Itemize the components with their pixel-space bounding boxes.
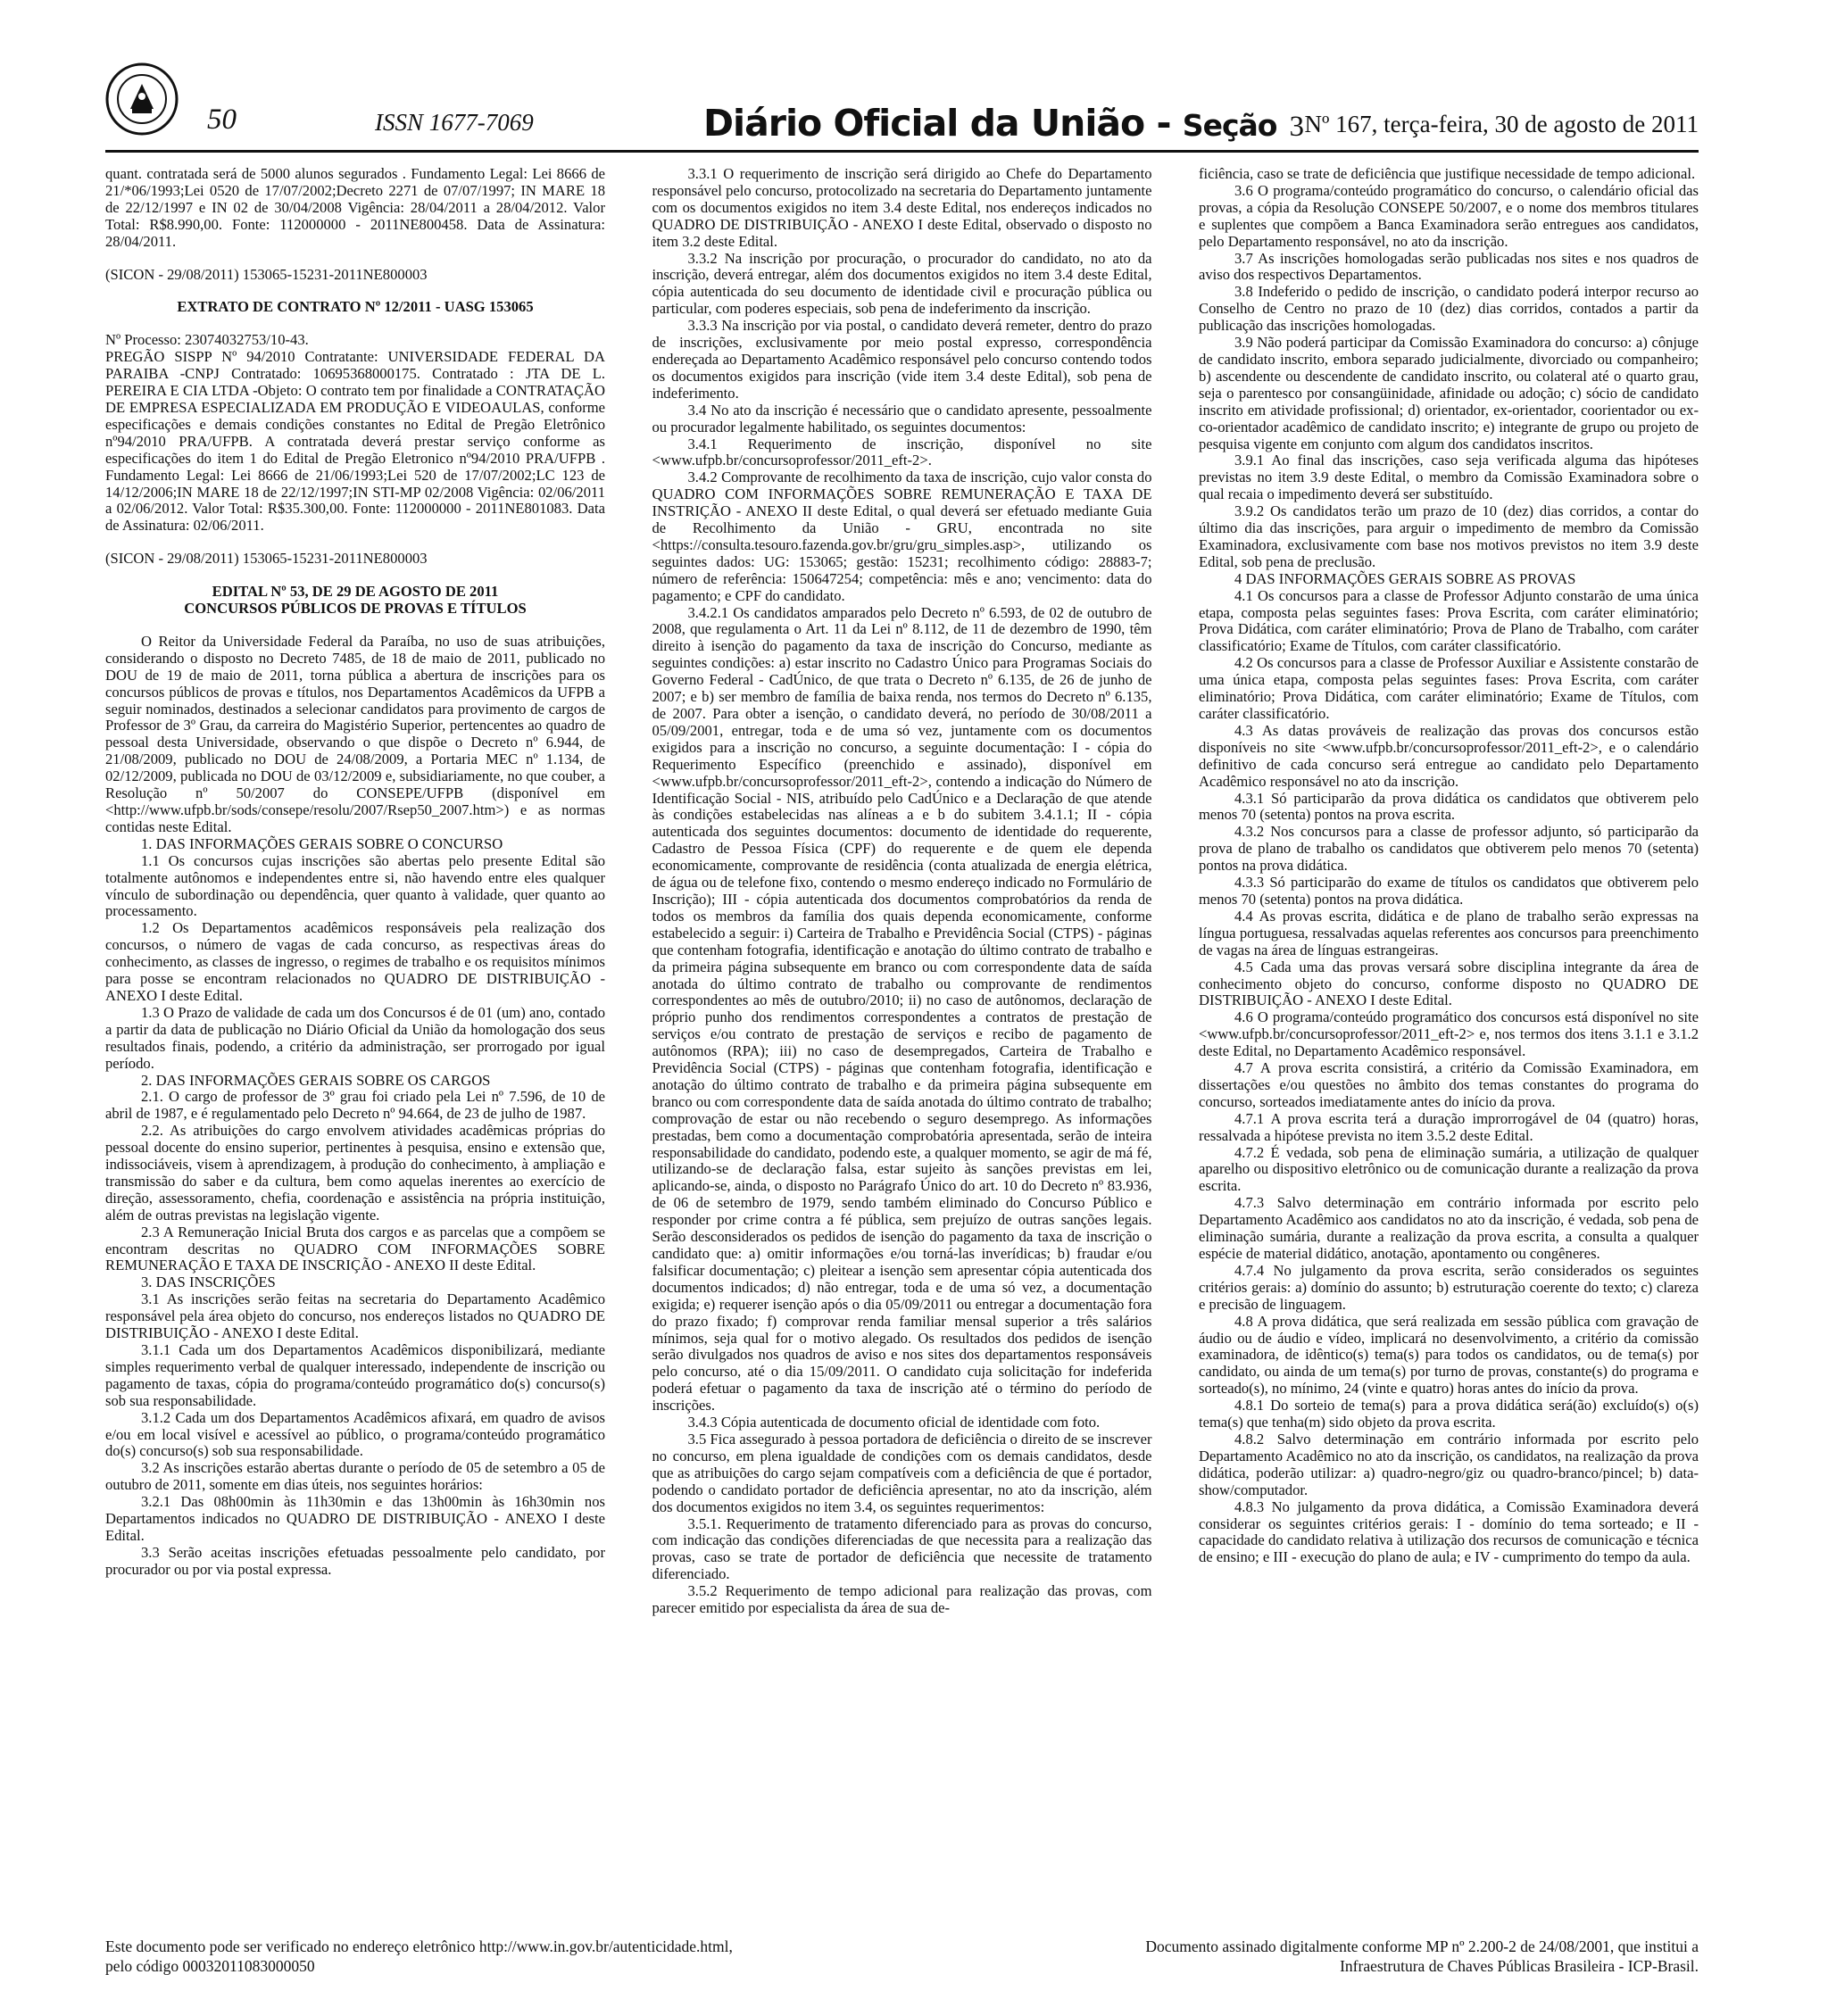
paragraph: 4.7.2 É vedada, sob pena de eliminação sumária, a utilização de qualquer aparelho ou dispositivo eletrônico ou de comunicação durante a realização da prova escrita. [1199, 1143, 1699, 1195]
paragraph: EDITAL Nº 53, DE 29 DE AGOSTO DE 2011 [212, 583, 499, 601]
paragraph: 4.8.2 Salvo determinação em contrário informada por escrito pelo Departamento Acadêmico no ato da inscrição, os candidatos, na realização da prova didática, poderão utilizar: a) quadro-negro/giz ou quadro-branco/pincel; b) data-show/computador. [1199, 1430, 1699, 1498]
paragraph: 3.4.2 Comprovante de recolhimento da taxa de inscrição, cujo valor consta do QUADRO COM INFORMAÇÕES SOBRE REMUNERAÇÃO E TAXA DE INSTRIÇÃO - ANEXO II deste Edital, o qual deverá ser efetuado mediante Guia de Recolhimento da União - GRU, encontrada no site <https://consulta.tesouro.fazenda.gov.br/gru/gru_simples.asp>, utilizando os seguintes dados: UG: 153065; gestão: 15231; recolhimento código: 28883-7; número de referência: 150647254; competência: mês e ano; vencimento: data do pagamento; e CPF do candidato. [652, 469, 1152, 604]
signature-line-2: Infraestrutura de Chaves Públicas Brasileira - ICP-Brasil. [1340, 1957, 1699, 1975]
paragraph: 2.2. As atribuições do cargo envolvem atividades acadêmicas próprias do pessoal docente do ensino superior, pertinentes à pesquisa, ensino e extensão que, indissociáveis, visem à aprendizagem, à produção do conhecimento, à ampliação e transmissão do saber e da cultura, bem como aquelas inerentes ao exercício de direção, assessoramento, chefia, coordenação e assistência na própria instituição, além de outras previstas na legislação vigente. [105, 1122, 605, 1224]
verification-line: Este documento pode ser verificado no endereço eletrônico http://www.in.gov.br/autenticidade.html, [105, 1937, 733, 1955]
paragraph: 4.7.4 No julgamento da prova escrita, serão considerados os seguintes critérios gerais: a) domínio do assunto; b) estruturação coerente do texto; c) clareza e precisão de linguagem. [1199, 1261, 1699, 1313]
page-footer [105, 1937, 1699, 1990]
imprensa-nacional-seal-icon [105, 62, 179, 136]
paragraph: 3.1.2 Cada um dos Departamentos Acadêmicos afixará, em quadro de avisos e/ou em local visível e acessível ao público, o programa/conteúdo programático do(s) concurso(s) sob sua responsabilidade. [105, 1408, 605, 1460]
paragraph: 4.4 As provas escrita, didática e de plano de trabalho serão expressas na língua portuguesa, ressalvadas aquelas referentes aos concursos para preenchimento de vagas na área de línguas estrangeiras. [1199, 907, 1699, 958]
paragraph: (SICON - 29/08/2011) 153065-15231-2011NE800003 [105, 550, 428, 568]
paragraph: 4.2 Os concursos para a classe de Professor Auxiliar e Assistente constarão de uma única etapa, composta pelas seguintes fases: Prova Escrita, com caráter eliminatório; Prova Didática, com caráter eliminatório; Exame de Títulos, com caráter classificatório. [1199, 654, 1699, 722]
paragraph: 4.8.3 No julgamento da prova didática, a Comissão Examinadora deverá considerar os seguintes critérios gerais: I - domínio do tema sorteado; e II - capacidade do candidato relativa à utilização dos recursos de comunicação e técnica de ensino; e III - execução do plano de aula; e IV - cumprimento do tempo da aula. [1199, 1497, 1699, 1566]
footer-signature [1020, 1937, 1699, 1976]
paragraph: 4.3 As datas prováveis de realização das provas dos concursos estão disponíveis no site <www.ufpb.br/concursoprofessor/2011_eft-2>, e o calendário definitivo de cada concurso será entregue ao candidato pelo Departamento Acadêmico responsável no ato da inscrição. [1199, 721, 1699, 790]
paragraph: 3.3.3 Na inscrição por via postal, o candidato deverá remeter, dentro do prazo de inscrições, exclusivamente por meio postal expresso, correspondência endereçada ao Departamento Acadêmico responsável pelo concurso contendo todos os documentos exigidos para inscrição (vide item 3.4 deste Edital), sob pena de indeferimento. [652, 317, 1152, 402]
paragraph: 3.9 Não poderá participar da Comissão Examinadora do concurso: a) cônjuge de candidato inscrito, embora separado judicialmente, divorciado ou companheiro; b) ascendente ou descendente de candidato inscrito, ou colateral até o quarto grau, seja o parentesco por consangüinidade, afinidade ou adoção; c) sócio de candidato inscrito em atividade profissional; d) orientador, ex-orientador, coorientador ou ex-co-orientador acadêmico de candidato inscrito; e) integrante de grupo ou projeto de pesquisa vigente em conjunto com algum dos candidatos inscritos. [1199, 334, 1699, 452]
paragraph: 3.4 No ato da inscrição é necessário que o candidato apresente, pessoalmente ou procurador legalmente habilitado, os seguintes documentos: [652, 401, 1152, 436]
paragraph: 2.1. O cargo de professor de 3º grau foi criado pela Lei nº 7.596, de 10 de abril de 1987, e é regulamentado pelo Decreto nº 94.664, de 23 de julho de 1987. [105, 1088, 605, 1123]
paragraph: 3.4.2.1 Os candidatos amparados pelo Decreto nº 6.593, de 02 de outubro de 2008, que regulamenta o Art. 11 da Lei nº 8.112, de 11 de dezembro de 1990, têm direito à isenção do pagamento da taxa de inscrição do Concurso, mediante as seguintes condições: a) estar inscrito no Cadastro Único para Programas Sociais do Governo Federal - CadÚnico, de que trata o Decreto nº 6.135, de 26 de junho de 2007; e b) ser membro de família de baixa renda, nos termos do Decreto nº 6.135, de 2007. Para obter a isenção, o candidato deverá, no período de 30/08/2011 a 05/09/2001, entregar, toda e de uma só vez, juntamente com os documentos exigidos para a inscrição no concurso, a seguinte documentação: I - cópia do Requerimento Específico (preenchido e assinado), disponível em <www.ufpb.br/concursoprofessor/2011_eft-2>, contendo a indicação do Número de Identificação Social - NIS, atribuído pelo CadÚnico e a Declaração de que atende às condições estabelecidas nas alíneas a e b do subitem 3.4.1.1; II - cópia autenticada dos seguintes documentos: documento de identidade do requerente, Cadastro de Pessoa Física (CPF) do requerente e de quem ele dependa economicamente, comprovante de residência (conta atualizada de energia elétrica, de água ou de telefone fixo, contendo o mesmo endereço indicado no Formulário de Inscrição); III - cópia autenticada dos documentos comprobatórios da renda de todos os membros da família dos quais dependa economicamente, conforme estabelecido a seguir: i) Carteira de Trabalho e Previdência Social (CTPS) - páginas que contenham fotografia, identificação e anotação do último contrato de trabalho e da primeira página subsequente em branco ou com correspondente data de saída anotada do último contrato de trabalho ou comprovante de rendimentos correspondentes ao mês de outubro/2010; ii) no caso de autônomos, declaração de próprio punho dos rendimentos correspondentes a contratos de prestação de serviços e/ou contrato de prestação de serviços e recibo de pagamento de autônomos (RPA); iii) no caso de desempregados, Carteira de Trabalho e Previdência Social (CTPS) - páginas que contenham fotografia, identificação e anotação do último contrato de trabalho e da primeira página subsequente em branco ou com correspondente data de saída anotada do último contrato de trabalho; comprovação de estar ou não recebendo o seguro desemprego. As informações prestadas, bem como a documentação comprobatória apresentada, serão de inteira responsabilidade do candidato, podendo este, a qualquer momento, se agir de má fé, utilizando-se de declaração falsa, estar sujeito às sanções previstas em lei, aplicando-se, ainda, o disposto no Parágrafo Único do art. 10 do Decreto nº 83.936, de 06 de setembro de 1979, sendo também eliminado do Concurso Público e responder por crime contra a fé pública, sem prejuízo de outras sanções legais. Serão desconsiderados os pedidos de isenção do pagamento da taxa de inscrição o candidato que: a) omitir informações e/ou torná-las inverídicas; b) fraudar e/ou falsificar documentação; c) pleitear a isenção sem apresentar cópia autenticada dos documentos indicados; d) não entregar, toda e de uma só vez, a documentação exigida; e) requerer isenção após o dia 05/09/2011 ou entregar a documentação fora do prazo fixado; f) comprovar renda familiar mensal superior a três salários mínimos, seja qual for o motivo alegado. Os resultados dos pedidos de isenção serão divulgados nos quadros de aviso e nos sites dos departamentos responsáveis pelo concurso, até o dia 15/09/2011. O candidato cuja solicitação for indeferida poderá efetuar o pagamento da taxa de inscrição até o término do período de inscrições. [652, 603, 1152, 1415]
paragraph: 3.8 Indeferido o pedido de inscrição, o candidato poderá interpor recurso ao Conselho de Centro no prazo de 10 (dez) dias corridos, contados a partir da publicação das inscrições homologadas. [1199, 283, 1699, 335]
paragraph: 4.6 O programa/conteúdo programático dos concursos está disponível no site <www.ufpb.br/concursoprofessor/2011_eft-2> e, nos termos dos itens 3.1.1 e 3.1.2 deste Edital, no Departamento Acadêmico responsável. [1199, 1008, 1699, 1060]
paragraph: 3.5 Fica assegurado à pessoa portadora de deficiência o direito de se inscrever no concurso, em plena igualdade de condições com os demais candidatos, desde que as atribuições do cargo sejam compatíveis com a deficiência de que é portador, podendo o candidato portador de deficiência apresentar, no ato da inscrição, além dos documentos exigidos no item 3.4, os seguintes requerimentos: [652, 1430, 1152, 1515]
paragraph: 3.1 As inscrições serão feitas na secretaria do Departamento Acadêmico responsável pela área objeto do concurso, nos endereços listados no QUADRO DE DISTRIBUIÇÃO - ANEXO I deste Edital. [105, 1290, 605, 1342]
paragraph: 2.3 A Remuneração Inicial Bruta dos cargos e as parcelas que a compõem se encontram descritas no QUADRO COM INFORMAÇÕES SOBRE REMUNERAÇÃO E TAXA DE INSCRIÇÃO - ANEXO II deste Edital. [105, 1223, 605, 1274]
page-header [0, 0, 1828, 161]
paragraph: 3.3.1 O requerimento de inscrição será dirigido ao Chefe do Departamento responsável pelo concurso, protocolizado na secretaria do Departamento juntamente com os documentos exigidos no item 3.4 deste Edital, nos endereços indicados no QUADRO DE DISTRIBUIÇÃO - ANEXO I deste Edital, observado o disposto no item 3.2 deste Edital. [652, 166, 1152, 250]
paragraph: O Reitor da Universidade Federal da Paraíba, no uso de suas atribuições, considerando o disposto no Decreto 7485, de 18 de maio de 2011, publicado no DOU de 19 de maio de 2011, torna pública a abertura de inscrições para os concursos públicos de provas e títulos, nos Departamentos Acadêmicos da UFPB a seguir nominados, destinados a selecionar candidatos para provimento de cargos de Professor de 3º Grau, da carreira do Magistério Superior, pertencentes ao quadro de pessoal desta Universidade, observando o que dispõe o Decreto nº 6.944, de 21/08/2009, publicado no DOU de 24/08/2009, a Portaria MEC nº 1.134, de 02/12/2009, publicada no DOU de 03/12/2009 e, subsidiariamente, no que couber, a Resolução nº 50/2007 do CONSEPE/UFPB (disponível em <http://www.ufpb.br/sods/consepe/resolu/2007/Rsep50_2007.htm>) e as normas contidas neste Edital. [105, 632, 605, 835]
paragraph: 3. DAS INSCRIÇÕES [141, 1273, 276, 1291]
signature-line: Documento assinado digitalmente conforme MP nº 2.200-2 de 24/08/2001, que institui a [1145, 1937, 1699, 1955]
paragraph: 3.7 As inscrições homologadas serão publicadas nos sites e nos quadros de aviso dos respectivos Departamentos. [1199, 249, 1699, 284]
paragraph: 2. DAS INFORMAÇÕES GERAIS SOBRE OS CARGOS [141, 1071, 491, 1089]
paragraph: 4.5 Cada uma das provas versará sobre disciplina integrante da área de conhecimento objeto do concurso, conforme disposto no QUADRO DE DISTRIBUIÇÃO - ANEXO I deste Edital. [1199, 958, 1699, 1009]
column-1 [105, 166, 605, 1915]
paragraph: 4.8.1 Do sorteio de tema(s) para a prova didática será(ão) excluído(s) o(s) tema(s) que tenha(m) sido objeto da prova escrita. [1199, 1397, 1699, 1431]
header-divider [105, 150, 1699, 153]
paragraph: 1.3 O Prazo de validade de cada um dos Concursos é de 01 (um) ano, contado a partir da data de publicação no Diário Oficial da União da homologação dos seus resultados finais, podendo, a critério da administração, ser prorrogado por igual período. [105, 1003, 605, 1072]
paragraph: 3.3 Serão aceitas inscrições efetuadas pessoalmente pelo candidato, por procurador ou por via postal expressa. [105, 1543, 605, 1578]
paragraph: PREGÃO SISPP Nº 94/2010 Contratante: UNIVERSIDADE FEDERAL DA PARAIBA -CNPJ Contratado: 10695368000175. Contratado : JTA DE L. PEREIRA E CIA LTDA -Objeto: O contrato tem por finalidade a CONTRATAÇÃO DE EMPRESA ESPECIALIZADA EM PRODUÇÃO E VIDEOAULAS, conforme especificações e demais condições constantes no Edital de Pregão Eletrônico nº94/2010 PRA/UFPB. A contratada deverá prestar serviço conforme as especificações do item 1 do Edital de Pregão Eletronico nº94/2010 PRA/UFPB . Fundamento Legal: Lei 8666 de 21/06/1993;Lei 520 de 17/07/2002;LC 123 de 14/12/2006;IN MARE 18 de 22/12/1997;IN STI-MP 02/2008 Vigência: 02/06/2011 a 02/06/2012. Valor Total: R$35.300,00. Fonte: 112000000 - 2011NE801083. Data de Assinatura: 02/06/2011. [105, 348, 605, 535]
footer-verification [105, 1937, 909, 1976]
paragraph: 4.7.3 Salvo determinação em contrário informada por escrito pelo Departamento Acadêmico aos candidatos no ato da inscrição, é vedada, sob pena de eliminação sumária, durante a realização da prova escrita, a consulta a qualquer espécie de material didático, anotação, apontamento ou congêneres. [1199, 1194, 1699, 1262]
issn: ISSN 1677-7069 [375, 109, 534, 136]
paragraph: ficiência, caso se trate de deficiência que justifique necessidade de tempo adicional. [1199, 166, 1696, 182]
column-3 [1199, 166, 1699, 1915]
paragraph: 3.4.3 Cópia autenticada de documento oficial de identidade com foto. [687, 1414, 1101, 1431]
paragraph: 3.5.2 Requerimento de tempo adicional para realização das provas, com parecer emitido por especialista da área de sua de- [652, 1582, 1152, 1617]
paragraph: 3.6 O programa/conteúdo programático do concurso, o calendário oficial das provas, a cópia da Resolução CONSEPE 50/2007, e o nome dos membros titulares e suplentes que compõem a Banca Examinadora serão entregues aos candidatos, pelo Departamento responsável, no ato da inscrição. [1199, 181, 1699, 250]
paragraph: Nº Processo: 23074032753/10-43. [105, 331, 309, 349]
paragraph: 4.7.1 A prova escrita terá a duração improrrogável de 04 (quatro) horas, ressalvada a hipótese prevista no item 3.5.2 deste Edital. [1199, 1109, 1699, 1144]
paragraph: 3.1.1 Cada um dos Departamentos Acadêmicos disponibilizará, mediante simples requerimento verbal de qualquer interessado, independente de inscrição ou pagamento de taxas, cópia do programa/conteúdo programático do(s) concurso(s) sob sua responsabilidade. [105, 1341, 605, 1409]
paragraph: 4.3.2 Nos concursos para a classe de professor adjunto, só participarão da prova de plano de trabalho os candidatos que obtiverem pelo menos 70 (setenta) pontos na prova didática. [1199, 823, 1699, 875]
paragraph: EXTRATO DE CONTRATO Nº 12/2011 - UASG 153065 [177, 298, 534, 316]
paragraph: 4.1 Os concursos para a classe de Professor Adjunto constarão de uma única etapa, composta pelas seguintes fases: Prova Escrita, com caráter eliminatório; Prova Didática, com caráter eliminatório; Prova de Plano de Trabalho, com caráter classificatório; Exame de Títulos, com caráter classificatório. [1199, 586, 1699, 655]
article-columns [105, 166, 1699, 1915]
title-text: Diário Oficial da União - [703, 102, 1183, 145]
paragraph: CONCURSOS PÚBLICOS DE PROVAS E TÍTULOS [184, 600, 527, 618]
paragraph: quant. contratada será de 5000 alunos segurados . Fundamento Legal: Lei 8666 de 21/*06/1993;Lei 0520 de 17/07/2002;Decreto 2271 de 07/07/1997; IN MARE 18 de 22/12/1997 e IN 02 de 30/04/2008 Vigência: 28/04/2011 a 28/04/2012. Valor Total: R$8.990,00. Fonte: 112000000 - 2011NE800458. Data de Assinatura: 28/04/2011. [105, 166, 605, 250]
paragraph: (SICON - 29/08/2011) 153065-15231-2011NE800003 [105, 265, 428, 283]
paragraph: 3.5.1. Requerimento de tratamento diferenciado para as provas do concurso, com indicação das condições diferenciadas de que necessita para a realização das provas, caso se trate de portador de deficiência que necessite de tratamento diferenciado. [652, 1514, 1152, 1583]
newspaper-title [703, 102, 1303, 145]
page-number: 50 [207, 104, 237, 136]
paragraph: 3.9.2 Os candidatos terão um prazo de 10 (dez) dias corridos, a contar do último dia das inscrições, para arguir o impedimento de membro da Comissão Examinadora, exclusivamente com base nos motivos previstos no item 3.9 deste Edital, sob pena de preclusão. [1199, 502, 1699, 570]
section-word: Seção [1182, 108, 1277, 143]
paragraph: 4.8 A prova didática, que será realizada em sessão pública com gravação de áudio ou de áudio e vídeo, implicará no desenvolvimento, a critério da comissão examinadora, de idêntico(s) tema(s) para todos os candidatos, ou de tema(s) por candidato, ou ainda de um tema(s) por turno de provas, constante(s) do programa e sorteado(s), no mínimo, 24 (vinte e quatro) horas antes do início da prova. [1199, 1312, 1699, 1398]
paragraph: 4 DAS INFORMAÇÕES GERAIS SOBRE AS PROVAS [1234, 569, 1576, 587]
verification-code: pelo código 00032011083000050 [105, 1957, 315, 1975]
paragraph: 4.7 A prova escrita consistirá, a critério da Comissão Examinadora, em dissertações e/ou questões no âmbito dos temas constantes do programa do concurso, sorteados imediatamente antes do início da prova. [1199, 1059, 1699, 1110]
paragraph: 3.3.2 Na inscrição por procuração, o procurador do candidato, no ato da inscrição, deverá entregar, além dos documentos exigidos no item 3.4 deste Edital, cópia autenticada do seu documento de identidade civil e procuração pública ou particular, com poderes especiais, sob pena de indeferimento da inscrição. [652, 249, 1152, 318]
section-number: 3 [1289, 111, 1303, 143]
paragraph: 1. DAS INFORMAÇÕES GERAIS SOBRE O CONCURSO [141, 834, 503, 852]
paragraph: 1.1 Os concursos cujas inscrições são abertas pelo presente Edital são totalmente autônomos e independentes entre si, não havendo entre eles qualquer vínculo de subordinação ou dependência, quer quanto à validade, quer quanto ao processamento. [105, 851, 605, 920]
paragraph: 3.4.1 Requerimento de inscrição, disponível no site <www.ufpb.br/concursoprofessor/2011_eft-2>. [652, 435, 1152, 469]
paragraph: 3.2.1 Das 08h00min às 11h30min e das 13h00min às 16h30min nos Departamentos indicados no QUADRO DE DISTRIBUIÇÃO - ANEXO I deste Edital. [105, 1493, 605, 1544]
edition-date: Nº 167, terça-feira, 30 de agosto de 2011 [1304, 111, 1699, 137]
paragraph: 3.2 As inscrições estarão abertas durante o período de 05 de setembro a 05 de outubro de 2011, somente em dias úteis, nos seguintes horários: [105, 1459, 605, 1494]
column-2 [652, 166, 1152, 1915]
paragraph: 4.3.3 Só participarão do exame de títulos os candidatos que obtiverem pelo menos 70 (setenta) pontos na prova didática. [1199, 874, 1699, 908]
paragraph: 1.2 Os Departamentos acadêmicos responsáveis pela realização dos concursos, o número de vagas de cada concurso, as respectivas áreas do conhecimento, as classes de ingresso, o regimes de trabalho e os requisitos mínimos para posse se encontram relacionados no QUADRO DE DISTRIBUIÇÃO - ANEXO I deste Edital. [105, 919, 605, 1004]
paragraph: 3.9.1 Ao final das inscrições, caso seja verificada alguma das hipóteses previstas no item 3.9 deste Edital, o membro da Comissão Examinadora sobre o qual recaia o impedimento deverá ser substituído. [1199, 452, 1699, 503]
paragraph: 4.3.1 Só participarão da prova didática os candidatos que obtiverem pelo menos 70 (setenta) pontos na prova escrita. [1199, 789, 1699, 824]
